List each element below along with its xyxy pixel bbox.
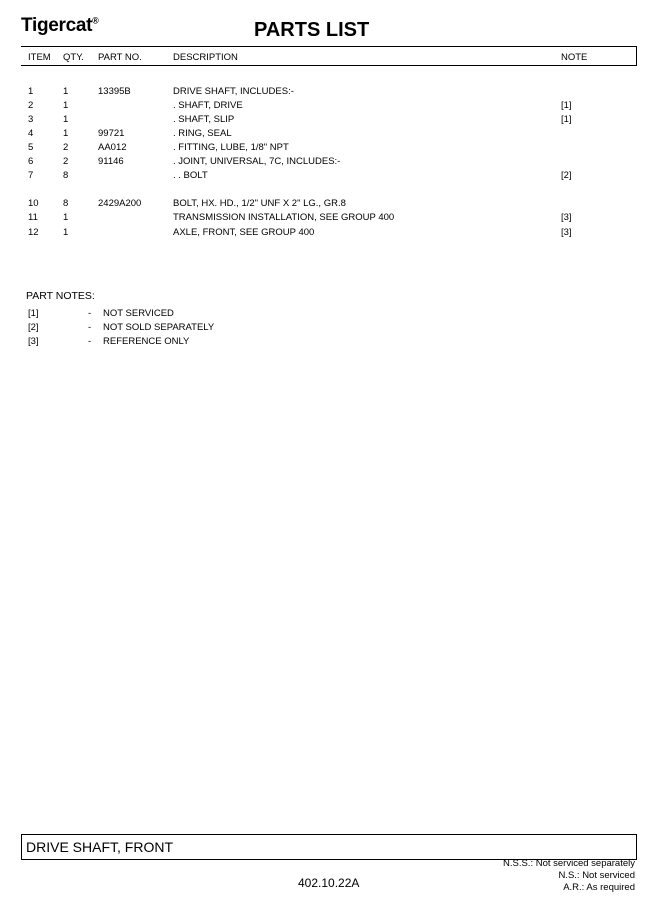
section-title: DRIVE SHAFT, FRONT [26, 839, 174, 855]
part-note-dash: - [88, 336, 92, 347]
cell-part-no: 91146 [98, 156, 124, 167]
page-code: 402.10.22A [298, 876, 360, 890]
cell-item: 12 [28, 227, 39, 238]
table-row [21, 170, 636, 182]
cell-description: . SHAFT, DRIVE [173, 100, 243, 111]
cell-description: BOLT, HX. HD., 1/2" UNF X 2" LG., GR.8 [173, 198, 346, 209]
cell-part-no: 99721 [98, 128, 125, 139]
brand-logo [21, 15, 99, 37]
cell-description: AXLE, FRONT, SEE GROUP 400 [173, 227, 315, 238]
cell-part-no: 2429A200 [98, 198, 142, 209]
legend-line: N.S.: Not serviced [558, 870, 635, 881]
part-note-dash: - [88, 322, 92, 333]
section-title-box [21, 834, 637, 860]
cell-qty: 1 [63, 114, 69, 125]
col-header-description: DESCRIPTION [173, 52, 238, 63]
cell-qty: 1 [63, 212, 69, 223]
cell-qty: 1 [63, 227, 69, 238]
part-note-dash: - [88, 308, 92, 319]
table-row [21, 86, 636, 98]
cell-item: 4 [28, 128, 34, 139]
cell-note: [1] [561, 114, 572, 125]
cell-item: 1 [28, 86, 34, 97]
registered-mark: ® [92, 15, 99, 26]
cell-description: TRANSMISSION INSTALLATION, SEE GROUP 400 [173, 212, 395, 223]
table-row [21, 212, 636, 224]
cell-item: 3 [28, 114, 34, 125]
page-title: PARTS LIST [254, 19, 370, 41]
col-header-qty: QTY. [63, 52, 84, 63]
cell-item: 10 [28, 198, 39, 209]
cell-note: [3] [561, 212, 572, 223]
legend-line: N.S.S.: Not serviced separately [503, 858, 635, 869]
cell-item: 6 [28, 156, 34, 167]
part-note-code: [3] [28, 336, 39, 347]
table-row [21, 142, 636, 154]
table-row [21, 114, 636, 126]
cell-note: [1] [561, 100, 572, 111]
part-note-code: [2] [28, 322, 39, 333]
cell-item: 2 [28, 100, 34, 111]
cell-description: . . BOLT [173, 170, 208, 181]
cell-description: . SHAFT, SLIP [173, 114, 235, 125]
cell-qty: 8 [63, 170, 69, 181]
cell-qty: 8 [63, 198, 69, 209]
cell-description: . FITTING, LUBE, 1/8" NPT [173, 142, 289, 153]
abbreviation-legend [503, 858, 635, 894]
cell-qty: 1 [63, 86, 69, 97]
part-note-text: NOT SOLD SEPARATELY [103, 322, 215, 333]
cell-part-no: 13395B [98, 86, 131, 97]
cell-part-no: AA012 [98, 142, 127, 153]
table-row [21, 227, 636, 239]
cell-qty: 2 [63, 142, 69, 153]
table-header [21, 46, 637, 66]
table-row [21, 128, 636, 140]
cell-description: . JOINT, UNIVERSAL, 7C, INCLUDES:- [173, 156, 341, 167]
cell-qty: 2 [63, 156, 69, 167]
table-row [21, 198, 636, 210]
cell-note: [3] [561, 227, 572, 238]
cell-item: 7 [28, 170, 34, 181]
table-row [21, 100, 636, 112]
cell-note: [2] [561, 170, 572, 181]
part-note-text: REFERENCE ONLY [103, 336, 190, 347]
brand-name: Tigercat [21, 15, 93, 36]
col-header-note: NOTE [561, 52, 588, 63]
cell-item: 5 [28, 142, 34, 153]
legend-line: A.R.: As required [563, 882, 635, 893]
part-notes-heading: PART NOTES: [26, 290, 95, 302]
cell-description: . RING, SEAL [173, 128, 232, 139]
part-note-text: NOT SERVICED [103, 308, 174, 319]
table-row [21, 156, 636, 168]
cell-qty: 1 [63, 100, 69, 111]
cell-qty: 1 [63, 128, 69, 139]
part-note-code: [1] [28, 308, 39, 319]
cell-description: DRIVE SHAFT, INCLUDES:- [173, 86, 294, 97]
cell-item: 11 [28, 212, 38, 223]
col-header-item: ITEM [28, 52, 51, 63]
col-header-part-no: PART NO. [98, 52, 142, 63]
